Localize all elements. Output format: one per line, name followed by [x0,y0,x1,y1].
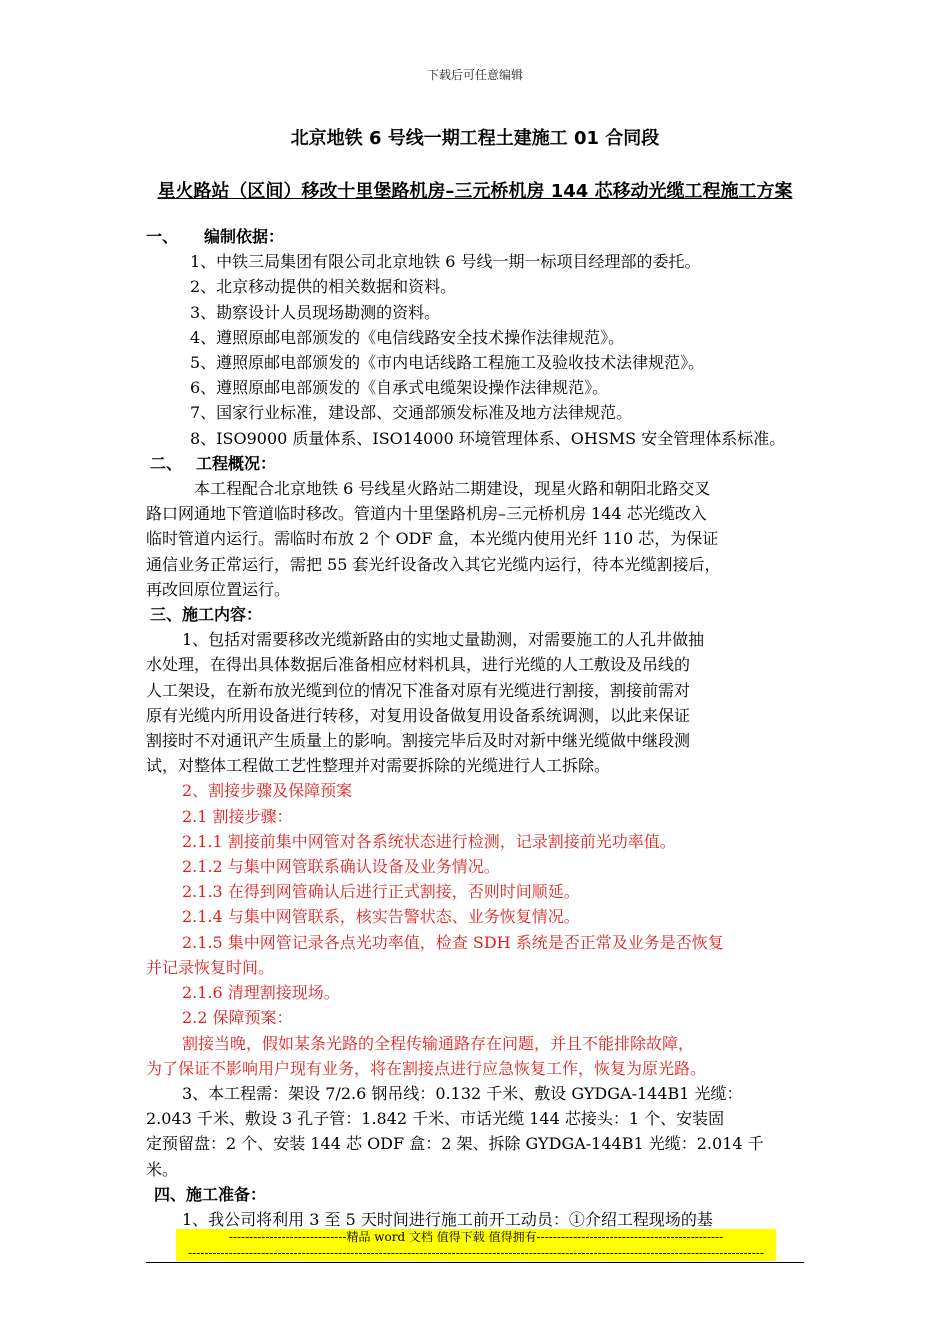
paragraph-line: 1、包括对需要移改光缆新路由的实地丈量勘测，对需要施工的人孔井做抽 [182,630,705,650]
paragraph-line: 原有光缆内所用设备进行转移，对复用设备做复用设备系统调测，以此来保证 [146,705,691,725]
paragraph-line: 2.043 千米、敷设 3 孔子管：1.842 千米、市话光缆 144 芯接头：1 个、安装固 [146,1109,725,1129]
paragraph-line: 水处理，在得出具体数据后准备相应材料机具，进行光缆的人工敷设及吊线的 [146,655,691,675]
red-list-item: 2.1.1 割接前集中网管对各系统状态进行检测，记录割接前光功率值。 [182,831,676,851]
list-item: 2、北京移动提供的相关数据和资料。 [190,277,457,297]
section-heading-3: 三、施工内容： [150,605,263,625]
footer-banner-line1: -----------------------------精品 word 文档 值得下载 值得拥有---------------------------------------------- [176,1229,776,1245]
list-item: 1、中铁三局集团有限公司北京地铁 6 号线一期一标项目经理部的委托。 [190,252,701,272]
section-heading-1 [146,224,814,249]
footer-divider [146,1262,804,1263]
document-title: 北京地铁 6 号线一期工程土建施工 01 合同段 [290,128,660,149]
red-list-item: 2、割接步骤及保障预案 [182,781,353,801]
section-title: 工程概况： [196,453,277,473]
list-item: 3、勘察设计人员现场勘测的资料。 [190,302,441,322]
list-item: 6、遵照原邮电部颁发的《自承式电缆架设操作法律规范》。 [190,378,609,398]
section-heading-2 [146,451,814,476]
red-list-item: 2.1.4 与集中网管联系，核实告警状态、业务恢复情况。 [182,907,580,927]
section-number: 二、 [150,453,183,473]
paragraph-line: 通信业务正常运行，需把 55 套光纤设备改入其它光缆内运行，待本光缆割接后， [146,554,721,574]
section-heading-4: 四、施工准备： [154,1184,267,1204]
red-paragraph-line: 割接当晚，假如某条光路的全程传输通路存在问题，并且不能排除故障， [182,1033,695,1053]
red-list-item: 2.2 保障预案： [182,1008,293,1028]
header-note: 下载后可任意编辑 [426,68,523,82]
list-item: 8、ISO9000 质量体系、ISO14000 环境管理体系、OHSMS 安全管理体系标准。 [190,428,786,448]
paragraph-line: 再改回原位置运行。 [146,579,291,599]
list-item: 4、遵照原邮电部颁发的《电信线路安全技术操作法律规范》。 [190,327,625,347]
footer-banner-line2: ---------------------------------------------------------------------------------------------------------------------------------------------- [176,1245,776,1261]
red-list-item: 2.1.6 清理割接现场。 [182,983,340,1003]
paragraph-line: 本工程配合北京地铁 6 号线星火路站二期建设，现星火路和朝阳北路交叉 [194,479,711,499]
section-title: 编制依据： [204,227,285,246]
paragraph-line: 米。 [146,1159,179,1179]
document-body [146,224,814,1232]
red-list-item-continuation: 并记录恢复时间。 [146,957,275,977]
paragraph-line: 3、本工程需：架设 7/2.6 钢吊线：0.132 千米、敷设 GYDGA-144B1 光缆： [182,1083,743,1103]
list-item: 5、遵照原邮电部颁发的《市内电话线路工程施工及验收技术法律规范》。 [190,353,705,373]
red-list-item: 2.1 割接步骤： [182,806,293,826]
paragraph-line: 定预留盘：2 个、安装 144 芯 ODF 盒：2 架、拆除 GYDGA-144B1 光缆：2.014 千 [146,1134,764,1154]
red-list-item: 2.1.3 在得到网管确认后进行正式割接，否则时间顺延。 [182,882,580,902]
paragraph-line: 试，对整体工程做工艺性整理并对需要拆除的光缆进行人工拆除。 [146,756,611,776]
paragraph-line: 1、我公司将利用 3 至 5 天时间进行施工前开工动员：①介绍工程现场的基 [182,1209,713,1229]
red-list-item: 2.1.2 与集中网管联系确认设备及业务情况。 [182,857,500,877]
list-item: 7、国家行业标准，建设部、交通部颁发标准及地方法律规范。 [190,403,633,423]
document-subtitle: 星火路站（区间）移改十里堡路机房–三元桥机房 144 芯移动光缆工程施工方案 [157,181,793,202]
paragraph-line: 临时管道内运行。需临时布放 2 个 ODF 盒，本光缆内使用光纤 110 芯，为保证 [146,529,719,549]
paragraph-line: 人工架设，在新布放光缆到位的情况下准备对原有光缆进行割接，割接前需对 [146,680,691,700]
red-paragraph-line: 为了保证不影响用户现有业务，将在割接点进行应急恢复工作，恢复为原光路。 [146,1058,707,1078]
red-list-item: 2.1.5 集中网管记录各点光功率值，检查 SDH 系统是否正常及业务是否恢复 [182,932,724,952]
section-number: 一、 [146,227,179,246]
paragraph-line: 路口网通地下管道临时移改。管道内十里堡路机房–三元桥机房 144 芯光缆改入 [146,504,707,524]
paragraph-line: 割接时不对通讯产生质量上的影响。割接完毕后及时对新中继光缆做中继段测 [146,731,691,751]
